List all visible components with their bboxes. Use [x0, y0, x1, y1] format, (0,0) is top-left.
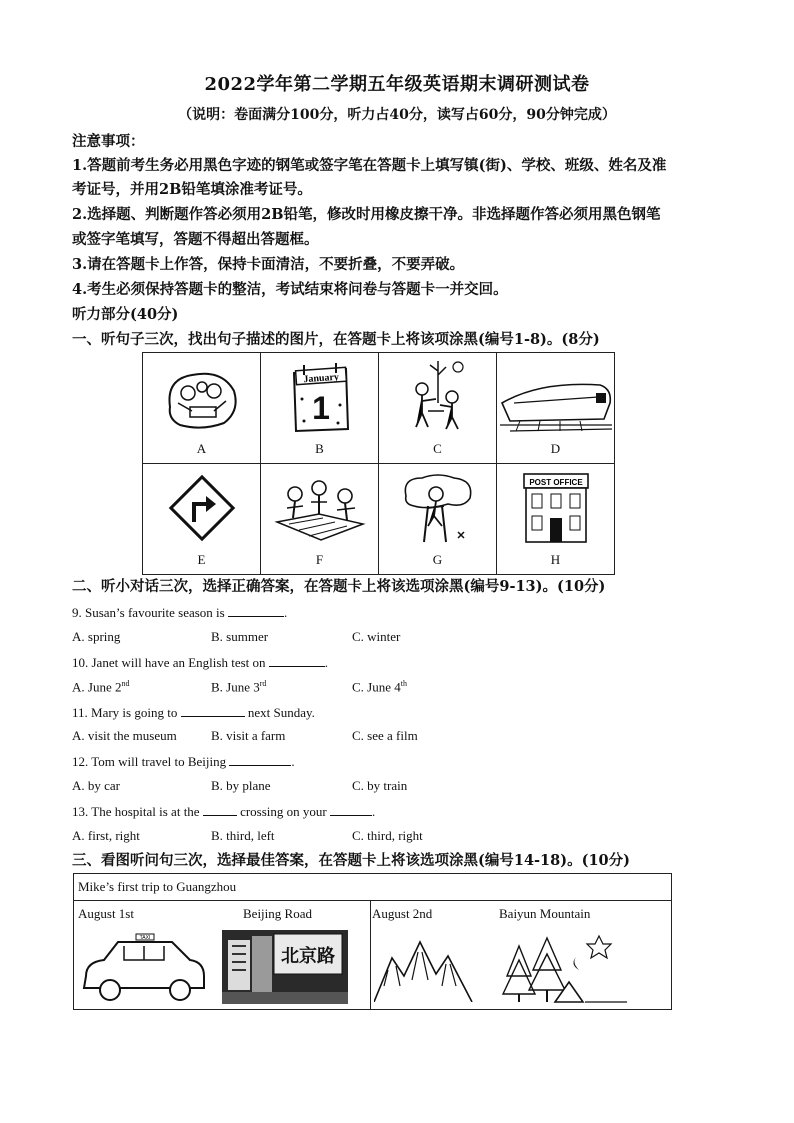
- family-dinner-image: [162, 367, 242, 433]
- picture-cell-g: [379, 464, 497, 575]
- question-11: 11. Mary is going to next Sunday.: [72, 705, 315, 720]
- answer-blank: [269, 654, 325, 667]
- picture-cell-c: [379, 353, 497, 464]
- picture-label: D: [550, 441, 561, 456]
- road-sign-text: 北京路: [281, 946, 335, 967]
- climbing-tree-image: [398, 472, 478, 544]
- calendar-image: [288, 359, 352, 433]
- children-planting-image: [408, 359, 468, 433]
- picture-cell-f: [261, 464, 379, 575]
- note-line: 或签字笔填写，答题不得超出答题框。: [72, 231, 319, 248]
- option-a: A. June 2nd: [72, 679, 130, 695]
- option-a: A. first, right: [72, 828, 140, 843]
- day-label: August 2nd: [372, 906, 433, 921]
- picture-cell-b: [261, 353, 379, 464]
- answer-blank: [203, 803, 237, 816]
- picture-label: A: [196, 441, 207, 456]
- question-10: 10. Janet will have an English test on .: [72, 655, 329, 670]
- turn-right-sign-image: [166, 472, 238, 544]
- part1-instruction: 一、听句子三次，找出句子描述的图片，在答题卡上将该项涂黑(编号1-8)。(8分): [72, 331, 600, 348]
- picture-cell-e: [143, 464, 261, 575]
- notes-heading: 注意事项：: [72, 133, 145, 150]
- trip-title: Mike’s first trip to Guangzhou: [74, 874, 671, 901]
- answer-blank: [330, 803, 372, 816]
- option-c: C. by train: [352, 778, 408, 793]
- kids-picnic-image: [273, 474, 367, 544]
- answer-blank: [228, 604, 284, 617]
- calendar-month-text: January: [302, 371, 339, 386]
- place-label: Baiyun Mountain: [499, 906, 591, 921]
- answer-blank: [229, 753, 291, 766]
- option-b: B. June 3rd: [211, 679, 267, 695]
- part2-instruction: 二、听小对话三次，选择正确答案，在答题卡上将该选项涂黑(编号9-13)。(10分): [72, 578, 606, 595]
- picture-label: G: [432, 552, 443, 567]
- train-image: [500, 373, 612, 433]
- option-c: C. third, right: [352, 828, 423, 843]
- post-office-sign-text: POST OFFICE: [528, 478, 583, 487]
- mountains-image: [374, 936, 474, 1002]
- question-12: 12. Tom will travel to Beijing .: [72, 754, 295, 769]
- taxi-sign-text: TAXI: [139, 935, 151, 941]
- option-a: A. by car: [72, 778, 121, 793]
- option-b: B. by plane: [211, 778, 271, 793]
- option-a: A. spring: [72, 629, 121, 644]
- trip-table: [73, 873, 672, 1010]
- calendar-day-text: 1: [311, 390, 330, 426]
- option-b: B. summer: [211, 629, 269, 644]
- picture-label: H: [550, 552, 561, 567]
- page-title: 2022学年第二学期五年级英语期末调研测试卷: [204, 74, 590, 95]
- note-line: 考证号，并用2B铅笔填涂准考证号。: [72, 181, 312, 198]
- taxi-image: [80, 932, 208, 1004]
- note-line: 2.选择题、判断题作答必须用2B铅笔，修改时用橡皮擦干净。非选择题作答必须用黑色钢笔: [72, 206, 661, 223]
- picture-cell-h: [497, 464, 615, 575]
- day-label: August 1st: [78, 906, 134, 921]
- answer-blank: [181, 704, 245, 717]
- exam-instructions: （说明：卷面满分100分，听力占40分，读写占60分，90分钟完成）: [178, 107, 616, 123]
- part3-instruction: 三、看图听问句三次，选择最佳答案，在答题卡上将该选项涂黑(编号14-18)。(10分): [72, 852, 630, 869]
- place-label: Beijing Road: [243, 906, 312, 921]
- trip-divider: [370, 901, 371, 1009]
- option-c: C. June 4th: [352, 679, 407, 695]
- option-c: C. see a film: [352, 728, 418, 743]
- picture-label: E: [197, 552, 206, 567]
- option-b: B. visit a farm: [211, 728, 286, 743]
- picture-label: C: [433, 441, 442, 456]
- option-b: B. third, left: [211, 828, 275, 843]
- picture-cell-d: [497, 353, 615, 464]
- option-c: C. winter: [352, 629, 401, 644]
- listening-heading: 听力部分(40分): [72, 306, 179, 323]
- picture-label: F: [315, 552, 324, 567]
- note-line: 1.答题前考生务必用黑色字迹的钢笔或签字笔在答题卡上填写镇(街)、学校、班级、姓名及准: [72, 157, 667, 174]
- question-9: 9. Susan’s favourite season is .: [72, 605, 288, 620]
- picture-cell-a: [143, 353, 261, 464]
- option-a: A. visit the museum: [72, 728, 177, 743]
- camping-image: [499, 930, 629, 1004]
- picture-label: B: [315, 441, 324, 456]
- post-office-image: [520, 470, 592, 544]
- note-line: 4.考生必须保持答题卡的整洁，考试结束将问卷与答题卡一并交回。: [72, 281, 508, 298]
- note-line: 3.请在答题卡上作答，保持卡面清洁，不要折叠，不要弄破。: [72, 256, 465, 273]
- question-13: 13. The hospital is at the crossing on your .: [72, 804, 376, 819]
- beijing-road-image: [222, 930, 348, 1004]
- picture-grid: [142, 352, 615, 575]
